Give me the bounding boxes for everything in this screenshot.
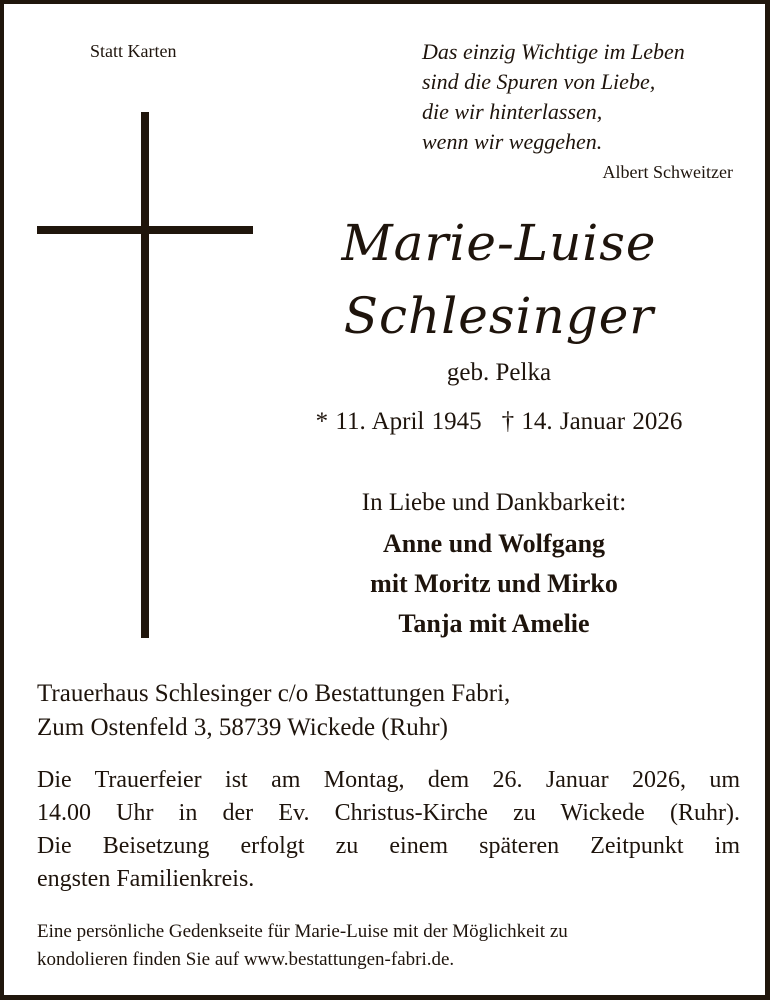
funeral-service-info: [37, 764, 740, 896]
mourner: Tanja mit Amelie: [398, 609, 590, 638]
mourner: Anne und Wolfgang: [382, 529, 606, 558]
memorial-line: kondolieren finden Sie auf www.bestattungen-fabri.de.: [37, 949, 455, 970]
birth-date: * 11. April 1945: [315, 408, 482, 435]
header-note: Statt Karten: [90, 41, 177, 61]
quote-line: die wir hinterlassen,: [422, 99, 603, 124]
thanks-line: In Liebe und Dankbarkeit:: [361, 489, 627, 516]
quote-line: wenn wir weggehen.: [422, 129, 603, 154]
cross-vertical-bar: [141, 112, 149, 638]
mourners-list: [284, 524, 704, 644]
mourning-house-address: [37, 677, 510, 745]
address-line: Trauerhaus Schlesinger c/o Bestattungen Fabri,: [37, 680, 511, 707]
maiden-name: geb. Pelka: [446, 359, 552, 386]
service-line: engsten Familienkreis.: [37, 866, 255, 892]
life-dates: [274, 408, 724, 436]
cross-horizontal-bar: [37, 226, 253, 234]
service-line: Die Trauerfeier ist am Montag, dem 26. Januar 2026, um: [37, 767, 740, 793]
address-line: Zum Ostenfeld 3, 58739 Wickede (Ruhr): [37, 714, 448, 741]
quote-line: sind die Spuren von Liebe,: [422, 69, 656, 94]
quote-author: Albert Schweitzer: [602, 162, 733, 182]
service-line: 14.00 Uhr in der Ev. Christus-Kirche zu Wickede (Ruhr).: [37, 800, 740, 826]
service-line: Die Beisetzung erfolgt zu einem späteren Zeitpunkt im: [37, 833, 740, 859]
memorial-page-info: [37, 918, 740, 974]
deceased-last-name: Schlesinger: [343, 287, 655, 345]
death-date: † 14. Januar 2026: [501, 408, 683, 435]
mourner: mit Moritz und Mirko: [370, 569, 618, 598]
quote: [422, 37, 685, 157]
memorial-line: Eine persönliche Gedenkseite für Marie-Luise mit der Möglichkeit zu: [37, 921, 568, 942]
quote-line: Das einzig Wichtige im Leben: [422, 39, 685, 64]
deceased-first-name: Marie-Luise: [341, 214, 657, 272]
